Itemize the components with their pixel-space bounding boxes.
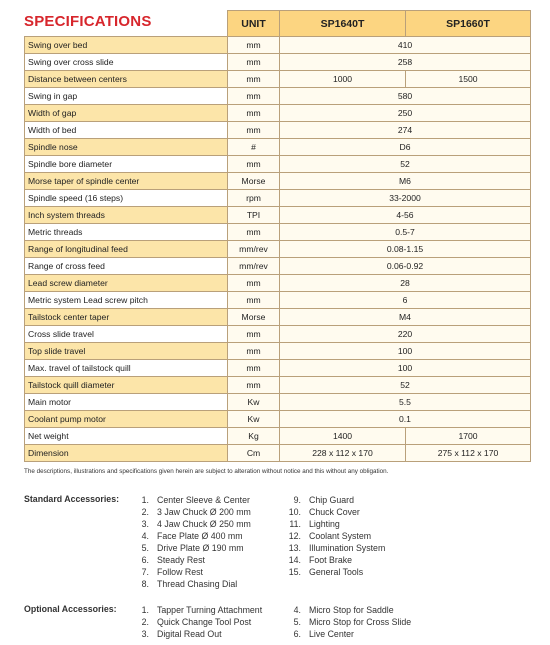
list-item-text: Foot Brake xyxy=(309,555,353,565)
specifications-body xyxy=(25,37,531,462)
list-item-text: Tapper Turning Attachment xyxy=(157,605,263,615)
list-item xyxy=(288,616,411,628)
standard-accessories-list-2 xyxy=(288,494,385,578)
table-row xyxy=(25,309,531,326)
row-value-shared: M4 xyxy=(280,309,531,326)
row-label: Range of cross feed xyxy=(25,258,228,275)
row-label: Main motor xyxy=(25,394,228,411)
row-value-shared: 33-2000 xyxy=(280,190,531,207)
list-item-text: Digital Read Out xyxy=(157,629,222,639)
list-item-text: Live Center xyxy=(309,629,354,639)
row-label: Metric threads xyxy=(25,224,228,241)
table-row xyxy=(25,428,531,445)
row-value-shared: 52 xyxy=(280,377,531,394)
list-item-number: 1. xyxy=(141,605,149,615)
table-row xyxy=(25,105,531,122)
list-item-number: 2. xyxy=(141,507,149,517)
row-value-shared: 52 xyxy=(280,156,531,173)
list-item-number: 13. xyxy=(288,543,301,553)
list-item xyxy=(136,530,251,542)
table-row xyxy=(25,37,531,54)
row-label: Distance between centers xyxy=(25,71,228,88)
list-item-number: 10. xyxy=(288,507,301,517)
row-label: Morse taper of spindle center xyxy=(25,173,228,190)
row-value-model-a: 1400 xyxy=(280,428,406,445)
list-item xyxy=(136,604,262,616)
row-unit: mm xyxy=(228,122,280,139)
row-label: Tailstock center taper xyxy=(25,309,228,326)
list-item xyxy=(136,542,251,554)
row-value-shared: 274 xyxy=(280,122,531,139)
table-row xyxy=(25,411,531,428)
row-unit: mm xyxy=(228,37,280,54)
table-row xyxy=(25,122,531,139)
list-item-number: 4. xyxy=(141,531,149,541)
row-label: Swing over bed xyxy=(25,37,228,54)
row-value-shared: D6 xyxy=(280,139,531,156)
list-item-text: Coolant System xyxy=(309,531,372,541)
list-item-text: General Tools xyxy=(309,567,364,577)
row-unit: Morse xyxy=(228,309,280,326)
row-label: Net weight xyxy=(25,428,228,445)
row-label: Width of gap xyxy=(25,105,228,122)
row-unit: mm xyxy=(228,377,280,394)
specifications-table xyxy=(24,10,531,462)
list-item-text: 3 Jaw Chuck Ø 200 mm xyxy=(157,507,251,517)
list-item xyxy=(136,554,251,566)
table-row xyxy=(25,326,531,343)
list-item-text: Chuck Cover xyxy=(309,507,360,517)
row-unit: TPI xyxy=(228,207,280,224)
table-row xyxy=(25,207,531,224)
list-item xyxy=(288,506,385,518)
model-b-column-header: SP1660T xyxy=(406,11,531,37)
row-label: Spindle bore diameter xyxy=(25,156,228,173)
standard-accessories-list-1 xyxy=(136,494,251,590)
row-label: Swing in gap xyxy=(25,88,228,105)
row-value-shared: 220 xyxy=(280,326,531,343)
row-label: Range of longitudinal feed xyxy=(25,241,228,258)
table-row xyxy=(25,360,531,377)
row-value-shared: 6 xyxy=(280,292,531,309)
list-item-text: Drive Plate Ø 190 mm xyxy=(157,543,244,553)
table-row xyxy=(25,445,531,462)
list-item-number: 6. xyxy=(141,555,149,565)
list-item-text: Micro Stop for Cross Slide xyxy=(309,617,412,627)
row-value-model-b: 1500 xyxy=(406,71,531,88)
row-unit: rpm xyxy=(228,190,280,207)
list-item xyxy=(136,506,251,518)
list-item-number: 7. xyxy=(141,567,149,577)
row-value-model-a: 228 x 112 x 170 xyxy=(280,445,406,462)
row-value-shared: 580 xyxy=(280,88,531,105)
table-row xyxy=(25,71,531,88)
row-label: Max. travel of tailstock quill xyxy=(25,360,228,377)
row-unit: mm xyxy=(228,54,280,71)
list-item xyxy=(136,628,262,640)
row-value-model-b: 275 x 112 x 170 xyxy=(406,445,531,462)
row-value-shared: 100 xyxy=(280,360,531,377)
row-unit: mm xyxy=(228,156,280,173)
row-label: Swing over cross slide xyxy=(25,54,228,71)
list-item-number: 14. xyxy=(288,555,301,565)
row-label: Metric system Lead screw pitch xyxy=(25,292,228,309)
list-item-number: 5. xyxy=(293,617,301,627)
list-item-number: 3. xyxy=(141,629,149,639)
list-item-text: Lighting xyxy=(309,519,340,529)
optional-accessories-list-2 xyxy=(288,604,411,640)
list-item xyxy=(288,566,385,578)
row-unit: Kw xyxy=(228,411,280,428)
row-unit: Cm xyxy=(228,445,280,462)
list-item-text: Center Sleeve & Center xyxy=(157,495,250,505)
row-value-shared: 0.1 xyxy=(280,411,531,428)
row-label: Cross slide travel xyxy=(25,326,228,343)
list-item xyxy=(288,530,385,542)
list-item xyxy=(288,604,411,616)
row-label: Width of bed xyxy=(25,122,228,139)
list-item-number: 11. xyxy=(289,519,301,529)
list-item xyxy=(136,518,251,530)
list-item-number: 1. xyxy=(141,495,149,505)
list-item-number: 12. xyxy=(288,531,301,541)
row-value-shared: 100 xyxy=(280,343,531,360)
table-row xyxy=(25,88,531,105)
row-value-model-a: 1000 xyxy=(280,71,406,88)
optional-accessories-heading: Optional Accessories: xyxy=(24,604,117,614)
table-row xyxy=(25,190,531,207)
list-item-number: 15. xyxy=(288,567,301,577)
row-unit: mm xyxy=(228,88,280,105)
table-row xyxy=(25,241,531,258)
list-item-number: 9. xyxy=(293,495,301,505)
unit-column-header: UNIT xyxy=(228,11,280,37)
table-row xyxy=(25,292,531,309)
list-item xyxy=(136,566,251,578)
list-item xyxy=(136,578,251,590)
row-unit: # xyxy=(228,139,280,156)
row-value-model-b: 1700 xyxy=(406,428,531,445)
row-label: Lead screw diameter xyxy=(25,275,228,292)
list-item-number: 5. xyxy=(141,543,149,553)
list-item-text: Chip Guard xyxy=(309,495,354,505)
row-value-shared: 4-56 xyxy=(280,207,531,224)
row-unit: mm/rev xyxy=(228,241,280,258)
row-unit: mm xyxy=(228,224,280,241)
list-item-text: 4 Jaw Chuck Ø 250 mm xyxy=(157,519,251,529)
list-item-number: 2. xyxy=(141,617,149,627)
list-item-text: Thread Chasing Dial xyxy=(157,579,238,589)
table-row xyxy=(25,377,531,394)
list-item-number: 6. xyxy=(293,629,301,639)
list-item-text: Quick Change Tool Post xyxy=(157,617,252,627)
row-value-shared: 410 xyxy=(280,37,531,54)
row-label: Spindle speed (16 steps) xyxy=(25,190,228,207)
row-value-shared: 0.5-7 xyxy=(280,224,531,241)
row-value-shared: 250 xyxy=(280,105,531,122)
row-unit: Kg xyxy=(228,428,280,445)
row-unit: mm xyxy=(228,360,280,377)
list-item-text: Face Plate Ø 400 mm xyxy=(157,531,243,541)
list-item-text: Steady Rest xyxy=(157,555,205,565)
row-unit: mm xyxy=(228,343,280,360)
list-item xyxy=(136,494,251,506)
row-unit: Morse xyxy=(228,173,280,190)
list-item xyxy=(288,494,385,506)
list-item xyxy=(288,554,385,566)
row-label: Top slide travel xyxy=(25,343,228,360)
row-value-shared: 0.08-1.15 xyxy=(280,241,531,258)
list-item-text: Illumination System xyxy=(309,543,386,553)
table-row xyxy=(25,258,531,275)
standard-accessories-heading: Standard Accessories: xyxy=(24,494,120,504)
row-label: Dimension xyxy=(25,445,228,462)
list-item xyxy=(136,616,262,628)
row-label: Spindle nose xyxy=(25,139,228,156)
row-value-shared: 0.06-0.92 xyxy=(280,258,531,275)
row-unit: mm xyxy=(228,71,280,88)
table-row xyxy=(25,139,531,156)
table-row xyxy=(25,224,531,241)
list-item xyxy=(288,518,385,530)
row-value-shared: 5.5 xyxy=(280,394,531,411)
table-row xyxy=(25,275,531,292)
row-unit: mm/rev xyxy=(228,258,280,275)
header-spacer xyxy=(25,11,228,37)
row-unit: Kw xyxy=(228,394,280,411)
row-unit: mm xyxy=(228,292,280,309)
list-item-number: 4. xyxy=(293,605,301,615)
list-item-text: Micro Stop for Saddle xyxy=(309,605,394,615)
table-row xyxy=(25,54,531,71)
table-row xyxy=(25,394,531,411)
model-a-column-header: SP1640T xyxy=(280,11,406,37)
list-item-number: 8. xyxy=(141,579,149,589)
row-unit: mm xyxy=(228,275,280,292)
row-label: Tailstock quill diameter xyxy=(25,377,228,394)
list-item-number: 3. xyxy=(141,519,149,529)
table-header-row xyxy=(25,11,531,37)
row-value-shared: 28 xyxy=(280,275,531,292)
optional-accessories-list-1 xyxy=(136,604,262,640)
list-item xyxy=(288,628,411,640)
row-unit: mm xyxy=(228,105,280,122)
row-label: Coolant pump motor xyxy=(25,411,228,428)
list-item-text: Follow Rest xyxy=(157,567,203,577)
row-label: Inch system threads xyxy=(25,207,228,224)
page-title: SPECIFICATIONS xyxy=(24,13,152,30)
row-value-shared: M6 xyxy=(280,173,531,190)
list-item xyxy=(288,542,385,554)
table-row xyxy=(25,156,531,173)
row-unit: mm xyxy=(228,326,280,343)
table-row xyxy=(25,173,531,190)
table-row xyxy=(25,343,531,360)
disclaimer-note: The descriptions, illustrations and specifications given herein are subject to alteration without notice and this without any obligation. xyxy=(24,468,389,475)
row-value-shared: 258 xyxy=(280,54,531,71)
